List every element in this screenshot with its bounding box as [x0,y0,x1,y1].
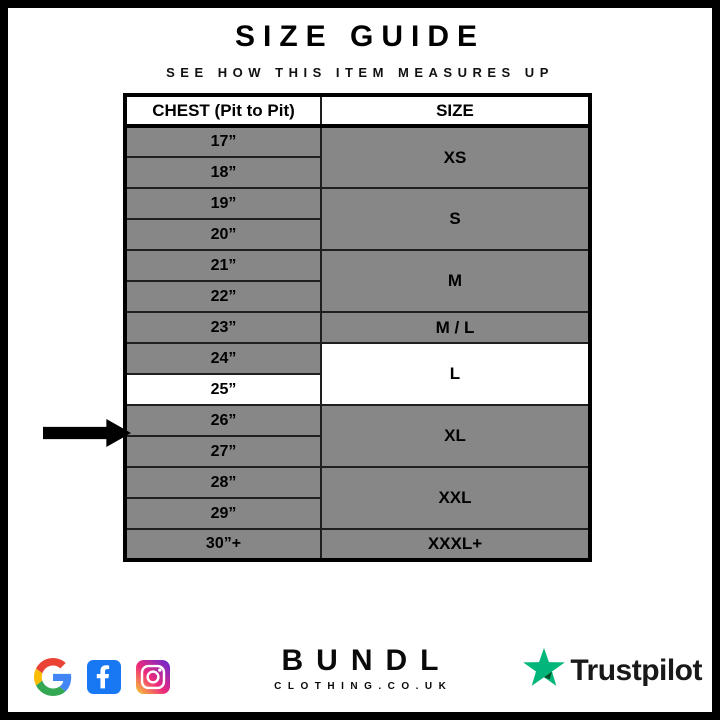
chest-measurement-cell: 18” [125,157,321,188]
trustpilot-star-icon [523,647,565,694]
footer [8,636,712,712]
chest-measurement-cell: 21” [125,250,321,281]
table-row [125,312,590,343]
current-size-arrow-icon [43,419,131,447]
size-cell: M [321,250,590,312]
size-cell: XS [321,126,590,188]
chest-column-header: CHEST (Pit to Pit) [125,95,321,126]
chest-measurement-cell: 24” [125,343,321,374]
chest-measurement-cell: 25” [125,374,321,405]
chest-measurement-cell: 23” [125,312,321,343]
size-cell: L [321,343,590,405]
google-icon [34,658,72,696]
size-table [123,93,592,562]
chest-measurement-cell: 26” [125,405,321,436]
page-subtitle: SEE HOW THIS ITEM MEASURES UP [166,65,554,80]
page-title: SIZE GUIDE [234,20,486,53]
size-cell: XXL [321,467,590,529]
facebook-icon [87,660,121,694]
chest-measurement-cell: 17” [125,126,321,157]
chest-measurement-cell: 28” [125,467,321,498]
social-icons [34,658,170,696]
size-column-header: SIZE [321,95,590,126]
chest-measurement-cell: 20” [125,219,321,250]
brand-domain: CLOTHING.CO.UK [274,681,453,692]
chest-measurement-cell: 27” [125,436,321,467]
instagram-icon [136,660,170,694]
size-cell: S [321,188,590,250]
size-cell: XL [321,405,590,467]
chest-measurement-cell: 19” [125,188,321,219]
chest-measurement-cell: 22” [125,281,321,312]
chest-measurement-cell: 30”+ [125,529,321,560]
table-row [125,529,590,560]
chest-measurement-cell: 29” [125,498,321,529]
trustpilot-label: Trustpilot [570,653,702,687]
table-row [125,126,590,157]
table-row [125,405,590,436]
trustpilot-logo [523,647,702,694]
table-row [125,188,590,219]
brand-logo [274,644,453,692]
table-row [125,467,590,498]
table-row [125,343,590,374]
size-cell: XXXL+ [321,529,590,560]
size-cell: M / L [321,312,590,343]
brand-name: BUNDL [281,644,452,677]
table-row [125,250,590,281]
table-header-row [125,95,590,126]
